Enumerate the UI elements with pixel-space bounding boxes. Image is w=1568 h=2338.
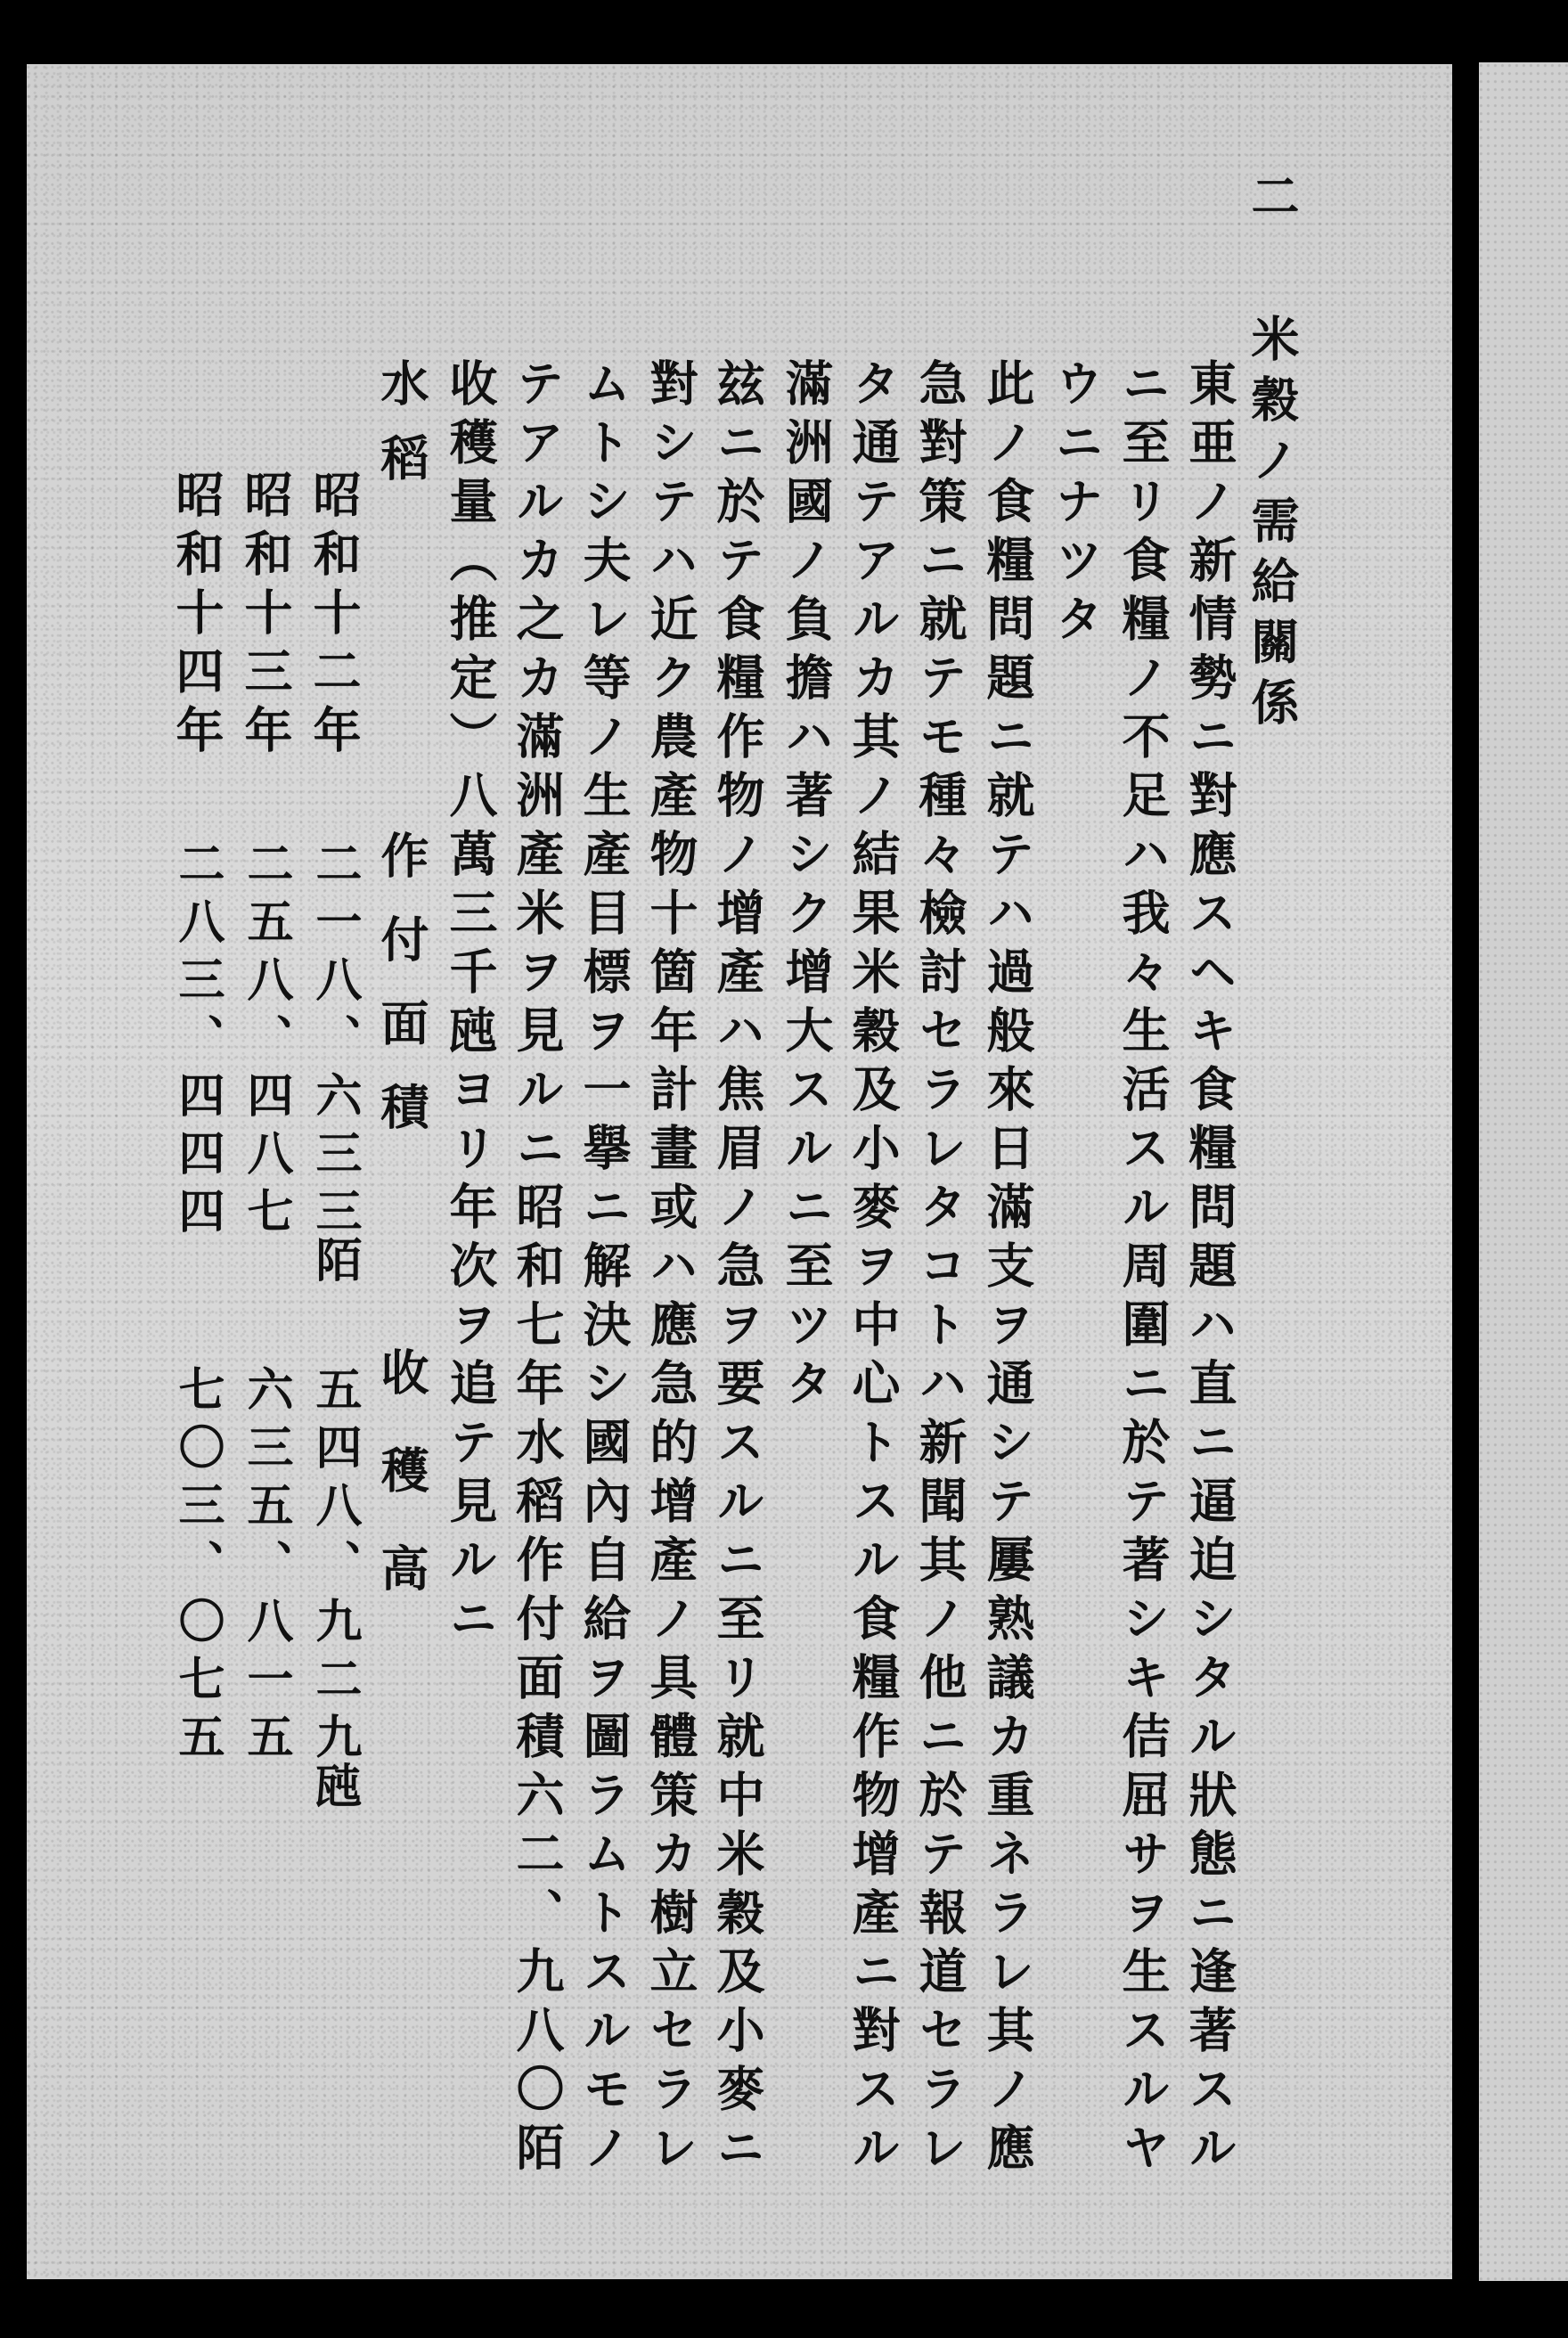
table-header-yield: 收穫高: [373, 1347, 430, 1641]
row-year: 昭和十四年: [168, 470, 225, 764]
row-area: 二五八、四八七: [239, 839, 293, 1245]
body-column-2: ニ至リ食糧ノ不足ハ我々生活スル周圍ニ於テ著シキ佶屈サヲ生スルヤ: [1115, 358, 1172, 2181]
table-crop-label: 水稻: [373, 358, 430, 508]
row-area-unit: 陌: [307, 1236, 362, 1294]
body-column-1: 東亜ノ新情勢ニ對應スヘキ食糧問題ハ直ニ逼迫シタル狀態ニ逢著スル: [1181, 358, 1238, 2181]
row-year: 昭和十三年: [237, 470, 294, 764]
row-yield: 五四八、九二九: [307, 1365, 362, 1770]
row-yield-unit: 瓲: [307, 1762, 362, 1819]
body-column-7: 滿洲國ノ負擔ハ著シク增大スルニ至ツタ: [778, 358, 835, 1417]
body-column-6: タ通テアルカ其ノ結果米穀及小麥ヲ中心トスル食糧作物增產ニ對スル: [845, 358, 902, 2181]
table-header-area: 作付面積: [373, 830, 430, 1165]
body-column-4: 此ノ食糧問題ニ就テハ過般來日滿支ヲ通シテ屢熟議カ重ネラレ其ノ應: [979, 358, 1036, 2181]
row-year: 昭和十二年: [306, 470, 363, 764]
body-column-9: 對シテハ近ク農產物十箇年計畫或ハ應急的增產ノ具體策カ樹立セラレ: [642, 358, 699, 2181]
adjacent-page-edge: [1479, 62, 1568, 2281]
section-number: 二: [1244, 171, 1301, 230]
body-column-8: 玆ニ於テ食糧作物ノ增產ハ焦眉ノ急ヲ要スルニ至リ就中米穀及小麥ニ: [709, 358, 766, 2181]
row-yield: 七〇三、〇七五: [170, 1365, 225, 1770]
row-yield: 六三五、八一五: [239, 1365, 293, 1770]
row-area: 二八三、四四四: [170, 839, 225, 1245]
body-column-5: 急對策ニ就テモ種々檢討セラレタコトハ新聞其ノ他ニ於テ報道セラレ: [911, 358, 968, 2181]
section-title: 米穀ノ需給關係: [1244, 314, 1301, 738]
body-column-11: テアルカ之カ滿洲產米ヲ見ルニ昭和七年水稻作付面積六二、九八〇陌: [509, 358, 566, 2181]
body-column-12: 收穫量（推定）八萬三千瓲ヨリ年次ヲ追テ見ルニ: [442, 358, 499, 1652]
document-page: [27, 64, 1452, 2279]
body-column-3: ウニナツタ: [1048, 358, 1105, 652]
row-area: 二一八、六三三: [307, 839, 362, 1245]
body-column-10: ムトシ夫レ等ノ生產目標ヲ一擧ニ解決シ國內自給ヲ圖ラムトスルモノ: [576, 358, 633, 2181]
